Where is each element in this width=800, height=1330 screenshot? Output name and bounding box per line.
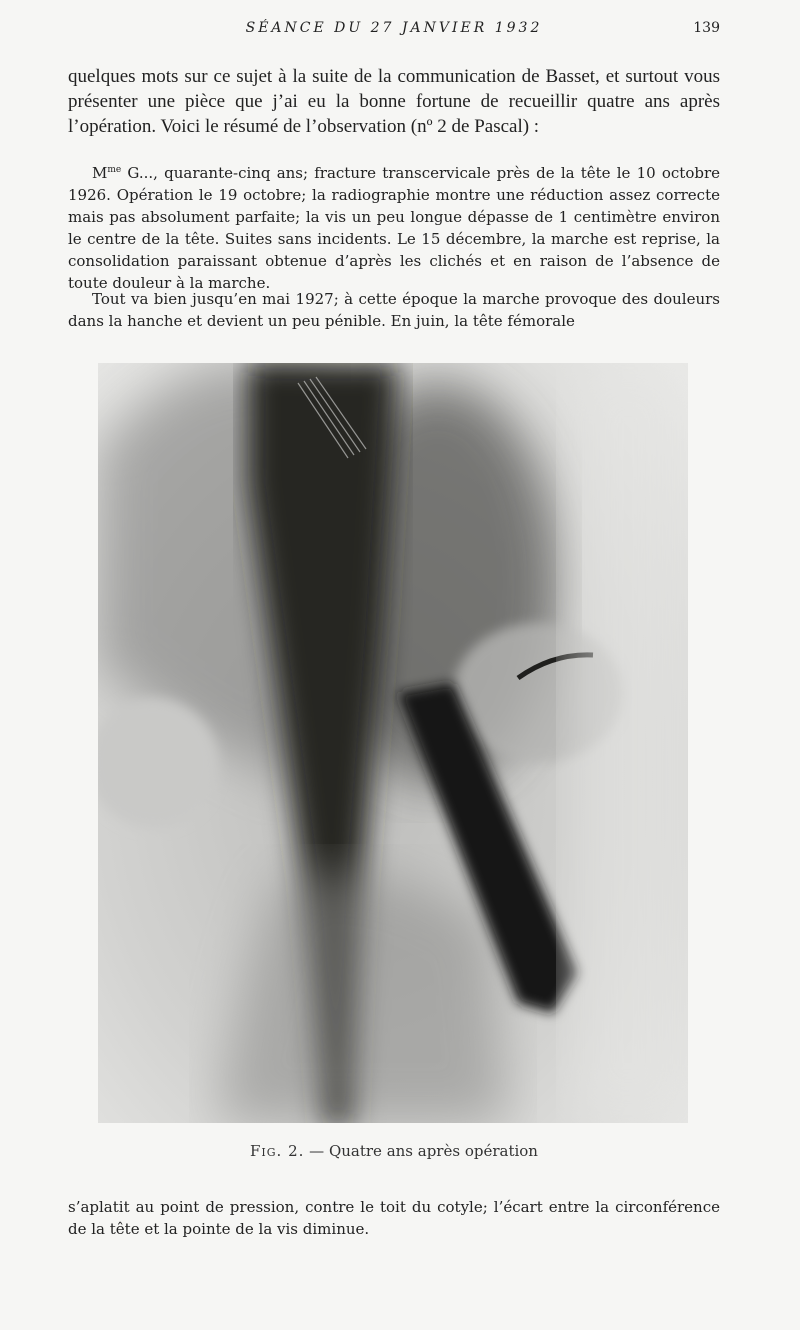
case-title: M <box>92 164 108 182</box>
figure-dash: — <box>304 1142 329 1160</box>
page-header <box>68 20 720 44</box>
figure-label: Fig. 2. <box>250 1142 305 1160</box>
intro-paragraph: quelques mots sur ce sujet à la suite de la communication de Basset, et surtout vous présenter une pièce que j’ai eu la bonne fortune de recueillir quatre ans après l’opération. Voici le résumé de l’observation (nº 2 de Pascal) : <box>68 66 720 137</box>
continuation-paragraph: s’aplatit au point de pression, contre le toit du cotyle; l’écart entre la circonférence de la tête et la pointe de la vis diminue. <box>68 1198 720 1238</box>
running-head: SÉANCE DU 27 JANVIER 1932 <box>245 20 543 36</box>
figure-caption <box>68 1142 720 1160</box>
figure-caption-text: Quatre ans après opération <box>328 1142 538 1160</box>
xray-image <box>98 363 688 1123</box>
xray-figure <box>98 363 688 1123</box>
case-title-sup: me <box>107 165 122 175</box>
page-number: 139 <box>693 20 720 36</box>
case-paragraph <box>68 162 720 294</box>
followup-paragraph: Tout va bien jusqu’en mai 1927; à cette époque la marche provoque des douleurs dans la hanche et devient un peu pénible. En juin, la tête fémorale <box>68 290 720 330</box>
case-text: G..., quarante-cinq ans; fracture transcervicale près de la tête le 10 octobre 1926. Opération le 19 octobre; la radiographie montre une réduction assez correcte mais pas absolument parfaite; la vis un peu longue dépasse de 1 centimètre environ le centre de la tête. Suites sans incidents. Le 15 décembre, la marche est reprise, la consolidation paraissant obtenue d’après les clichés et en raison de l’absence de toute douleur à la marche. <box>68 164 720 292</box>
